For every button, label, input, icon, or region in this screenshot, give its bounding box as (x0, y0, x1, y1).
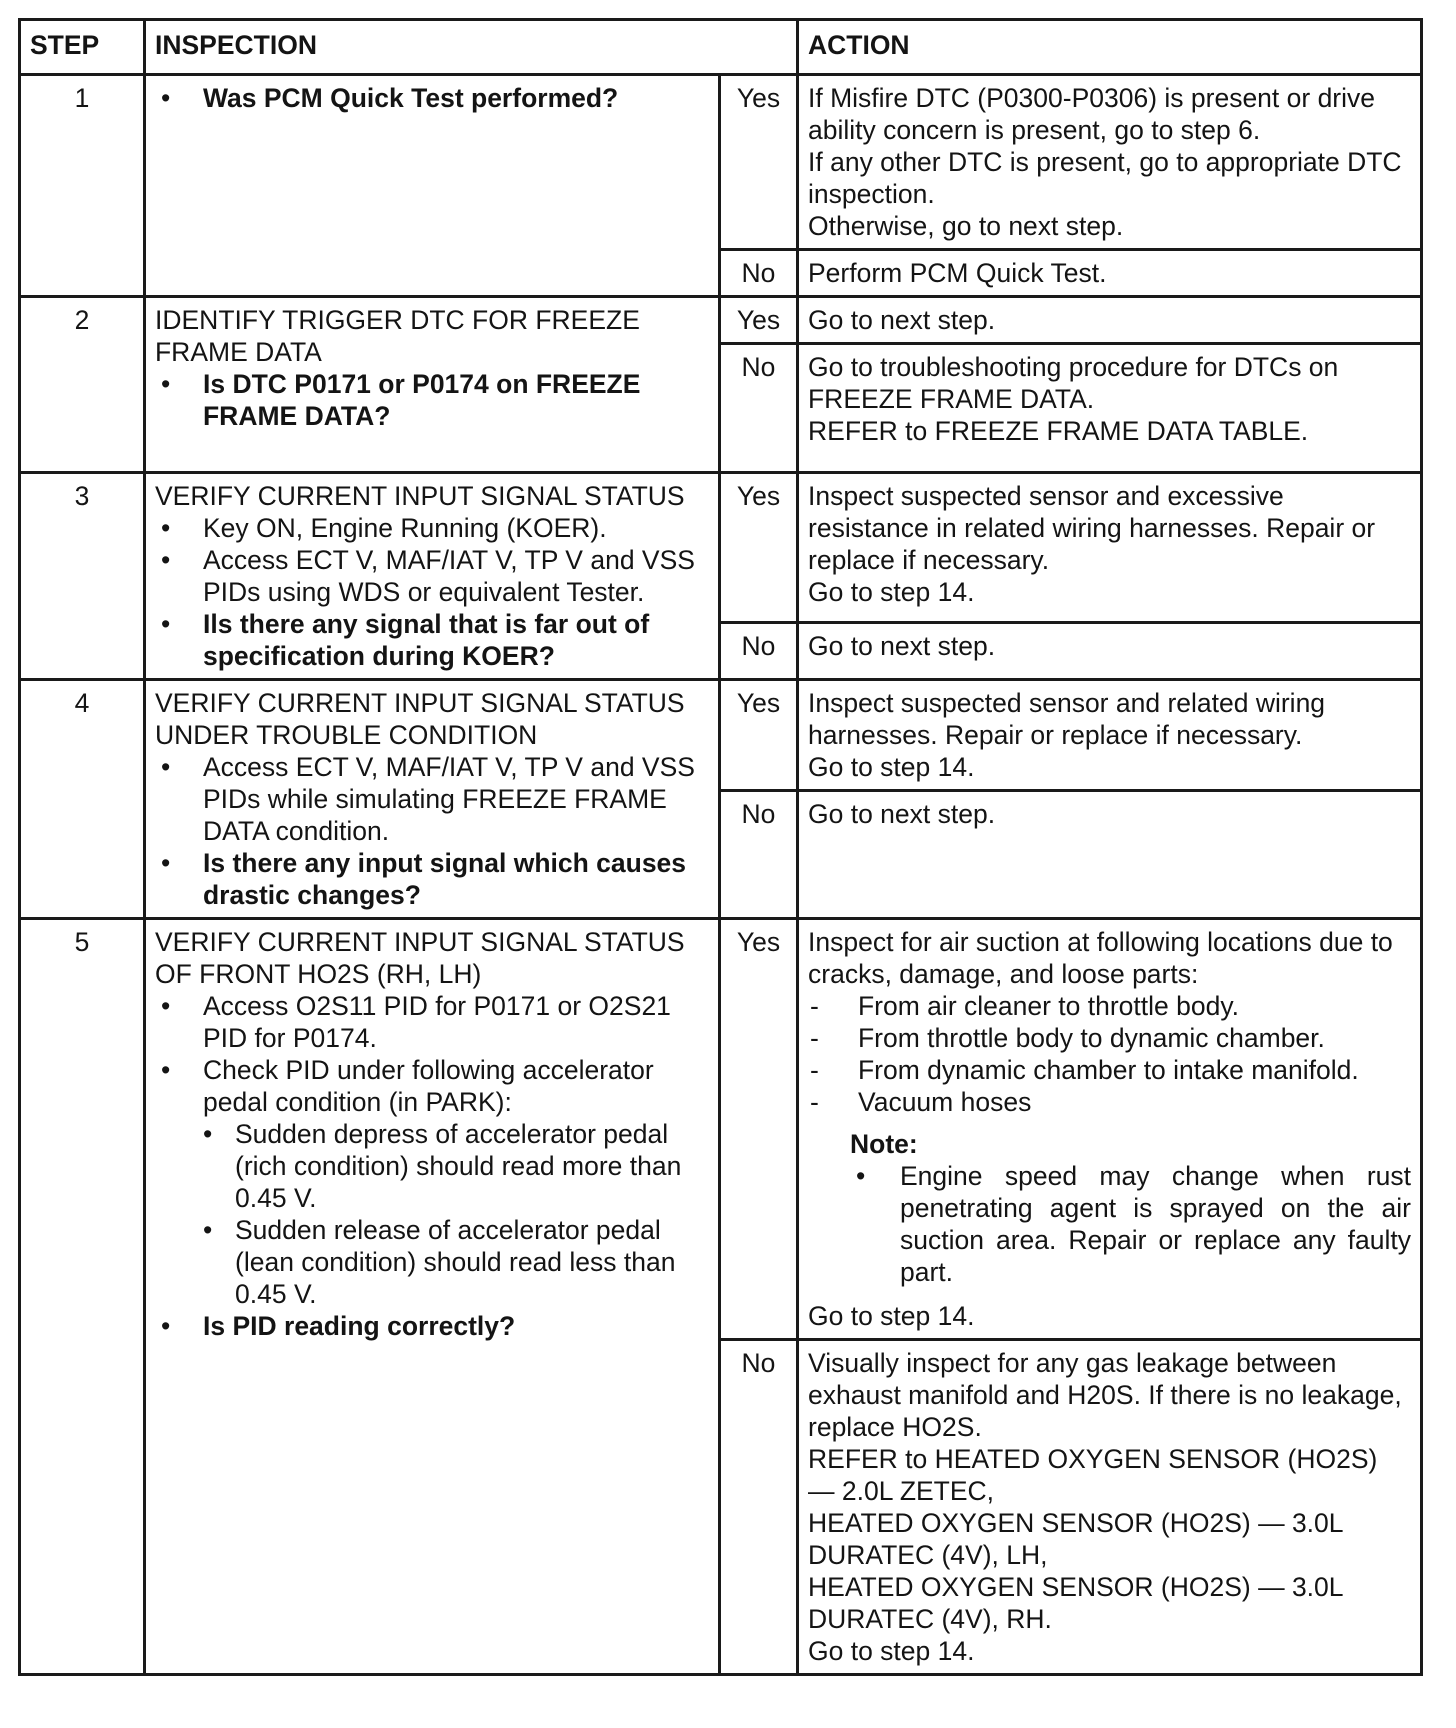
step-5-title: VERIFY CURRENT INPUT SIGNAL STATUS OF FRONT HO2S (RH, LH) (155, 927, 685, 989)
bullet: • (203, 1119, 213, 1149)
action-line: If any other DTC is present, go to appropriate DTC inspection. (808, 147, 1402, 209)
diagnostic-table (18, 18, 1423, 1676)
action-line: Go to step 14. (808, 752, 975, 782)
header-inspection: INSPECTION (145, 20, 798, 75)
bullet: • (161, 513, 171, 543)
dash-item (808, 1022, 1411, 1054)
step-2-question (155, 368, 709, 432)
step-1-yes-action (798, 75, 1422, 250)
action-line: REFER to FREEZE FRAME DATA TABLE. (808, 416, 1309, 446)
dash-text: From dynamic chamber to intake manifold. (858, 1055, 1359, 1085)
sub-bullet-text: Sudden release of accelerator pedal (lean condition) should read less than 0.45 V. (235, 1215, 676, 1309)
action-line: Perform PCM Quick Test. (808, 258, 1107, 288)
bullet: • (161, 545, 171, 575)
step-5-sub-bullet-1 (203, 1118, 709, 1214)
step-2-yes-label: Yes (720, 297, 798, 344)
step-4-number: 4 (20, 680, 145, 919)
step-1-yes-label: Yes (720, 75, 798, 250)
step-5-yes-action (798, 919, 1422, 1340)
action-line: Go to next step. (808, 630, 996, 661)
step-5-sub-bullet-2 (203, 1214, 709, 1310)
action-line: Go to step 14. (808, 577, 975, 607)
bullet-text: Access ECT V, MAF/IAT V, TP V and VSS PIDs while simulating FREEZE FRAME DATA condition. (203, 752, 695, 846)
step-4-yes-row (20, 680, 1422, 791)
step-1-yes-row (20, 75, 1422, 250)
step-2-number: 2 (20, 297, 145, 473)
step-1-number: 1 (20, 75, 145, 297)
action-line: Go to next step. (808, 305, 996, 335)
bullet: • (203, 1215, 213, 1245)
step-2-title: IDENTIFY TRIGGER DTC FOR FREEZE FRAME DATA (155, 305, 640, 367)
step-4-yes-action (798, 680, 1422, 791)
bullet: • (161, 1055, 171, 1085)
step-3-bullet-2 (155, 544, 709, 608)
step-5-question (155, 1310, 709, 1342)
note-title: Note: (850, 1129, 918, 1159)
step-4-inspection (145, 680, 720, 919)
sub-bullet-text: Sudden depress of accelerator pedal (rich condition) should read more than 0.45 V. (235, 1119, 682, 1213)
action-line: Go to next step. (808, 799, 996, 830)
bullet-text: Key ON, Engine Running (KOER). (203, 513, 607, 543)
step-2-no-label: No (720, 344, 798, 473)
step-5-yes-label: Yes (720, 919, 798, 1340)
action-line: Otherwise, go to next step. (808, 211, 1124, 241)
step-1-no-label: No (720, 250, 798, 297)
dash-mark: - (810, 1087, 819, 1117)
diagnostic-page (18, 18, 1420, 1676)
step-3-no-label: No (720, 622, 798, 680)
action-line: Visually inspect for any gas leakage between exhaust manifold and H20S. If there is no leakage, replace HO2S. (808, 1348, 1402, 1442)
step-3-title: VERIFY CURRENT INPUT SIGNAL STATUS (155, 481, 685, 511)
action-line: If Misfire DTC (P0300-P0306) is present or drive ability concern is present, go to step 6. (808, 83, 1376, 145)
step-2-yes-action (798, 297, 1422, 344)
step-2-yes-row (20, 297, 1422, 344)
dash-item (808, 1086, 1411, 1118)
question-text: Is PID reading correctly? (203, 1311, 516, 1341)
step-5-bullet-2 (155, 1054, 709, 1118)
dash-text: Vacuum hoses (858, 1087, 1032, 1117)
bullet: • (161, 752, 171, 782)
step-5-no-label: No (720, 1340, 798, 1675)
bullet-text: Access O2S11 PID for P0171 or O2S21 PID for P0174. (203, 991, 671, 1053)
action-line: Inspect suspected sensor and related wiring harnesses. Repair or replace if necessary. (808, 688, 1326, 750)
step-3-no-action (798, 622, 1422, 680)
question-text: Was PCM Quick Test performed? (203, 83, 619, 113)
bullet: • (856, 1161, 866, 1191)
bullet: • (161, 991, 171, 1021)
step-5-inspection (145, 919, 720, 1675)
note-text: Engine speed may change when rust penetrating agent is sprayed on the air suction area. Repair or replace any faulty part. (900, 1161, 1411, 1287)
step-4-no-action (798, 791, 1422, 919)
step-3-question (155, 608, 709, 672)
bullet: • (161, 369, 171, 399)
step-1-inspection (145, 75, 720, 297)
action-line: Inspect for air suction at following locations due to cracks, damage, and loose parts: (808, 927, 1393, 989)
action-line: REFER to HEATED OXYGEN SENSOR (HO2S) — 2.0L ZETEC, (808, 1444, 1378, 1506)
step-1-no-action (798, 250, 1422, 297)
step-5-no-action (798, 1340, 1422, 1675)
dash-item (808, 1054, 1411, 1086)
question-text: Ils there any signal that is far out of specification during KOER? (203, 609, 650, 671)
action-line: Go to troubleshooting procedure for DTCs on FREEZE FRAME DATA. (808, 352, 1339, 414)
step-2-inspection (145, 297, 720, 473)
bullet-text: Access ECT V, MAF/IAT V, TP V and VSS PIDs using WDS or equivalent Tester. (203, 545, 695, 607)
header-step: STEP (20, 20, 145, 75)
header-action: ACTION (798, 20, 1422, 75)
step-5-number: 5 (20, 919, 145, 1675)
bullet: • (161, 1311, 171, 1341)
step-4-yes-label: Yes (720, 680, 798, 791)
bullet-text: Check PID under following accelerator pedal condition (in PARK): (203, 1055, 654, 1117)
action-line: Go to step 14. (808, 1636, 975, 1666)
spacer (808, 1288, 1411, 1300)
action-line: Go to step 14. (808, 1301, 975, 1331)
step-4-title: VERIFY CURRENT INPUT SIGNAL STATUS UNDER TROUBLE CONDITION (155, 688, 685, 750)
action-line: Inspect suspected sensor and excessive resistance in related wiring harnesses. Repair or replace if necessary. (808, 481, 1376, 575)
step-4-question (155, 847, 709, 911)
header-row (20, 20, 1422, 75)
step-3-yes-label: Yes (720, 473, 798, 623)
dash-mark: - (810, 1023, 819, 1053)
note-bullet (850, 1160, 1411, 1288)
step-4-no-label: No (720, 791, 798, 919)
bullet: • (161, 83, 171, 113)
step-3-number: 3 (20, 473, 145, 680)
bullet: • (161, 848, 171, 878)
step-3-yes-action (798, 473, 1422, 623)
dash-mark: - (810, 1055, 819, 1085)
step-2-no-action (798, 344, 1422, 473)
action-line: HEATED OXYGEN SENSOR (HO2S) — 3.0L DURATEC (4V), LH, (808, 1508, 1343, 1570)
step-5-yes-row (20, 919, 1422, 1340)
step-5-bullet-1 (155, 990, 709, 1054)
step-3-bullet-1 (155, 512, 709, 544)
step-4-bullet-1 (155, 751, 709, 847)
question-text: Is there any input signal which causes drastic changes? (203, 848, 687, 910)
dash-text: From throttle body to dynamic chamber. (858, 1023, 1325, 1053)
dash-text: From air cleaner to throttle body. (858, 991, 1239, 1021)
action-line: HEATED OXYGEN SENSOR (HO2S) — 3.0L DURATEC (4V), RH. (808, 1572, 1343, 1634)
dash-item (808, 990, 1411, 1022)
step-3-yes-row (20, 473, 1422, 623)
dash-mark: - (810, 991, 819, 1021)
step-3-inspection (145, 473, 720, 680)
question-text: Is DTC P0171 or P0174 on FREEZE FRAME DATA? (203, 369, 641, 431)
step-1-question (155, 82, 709, 114)
bullet: • (161, 609, 171, 639)
